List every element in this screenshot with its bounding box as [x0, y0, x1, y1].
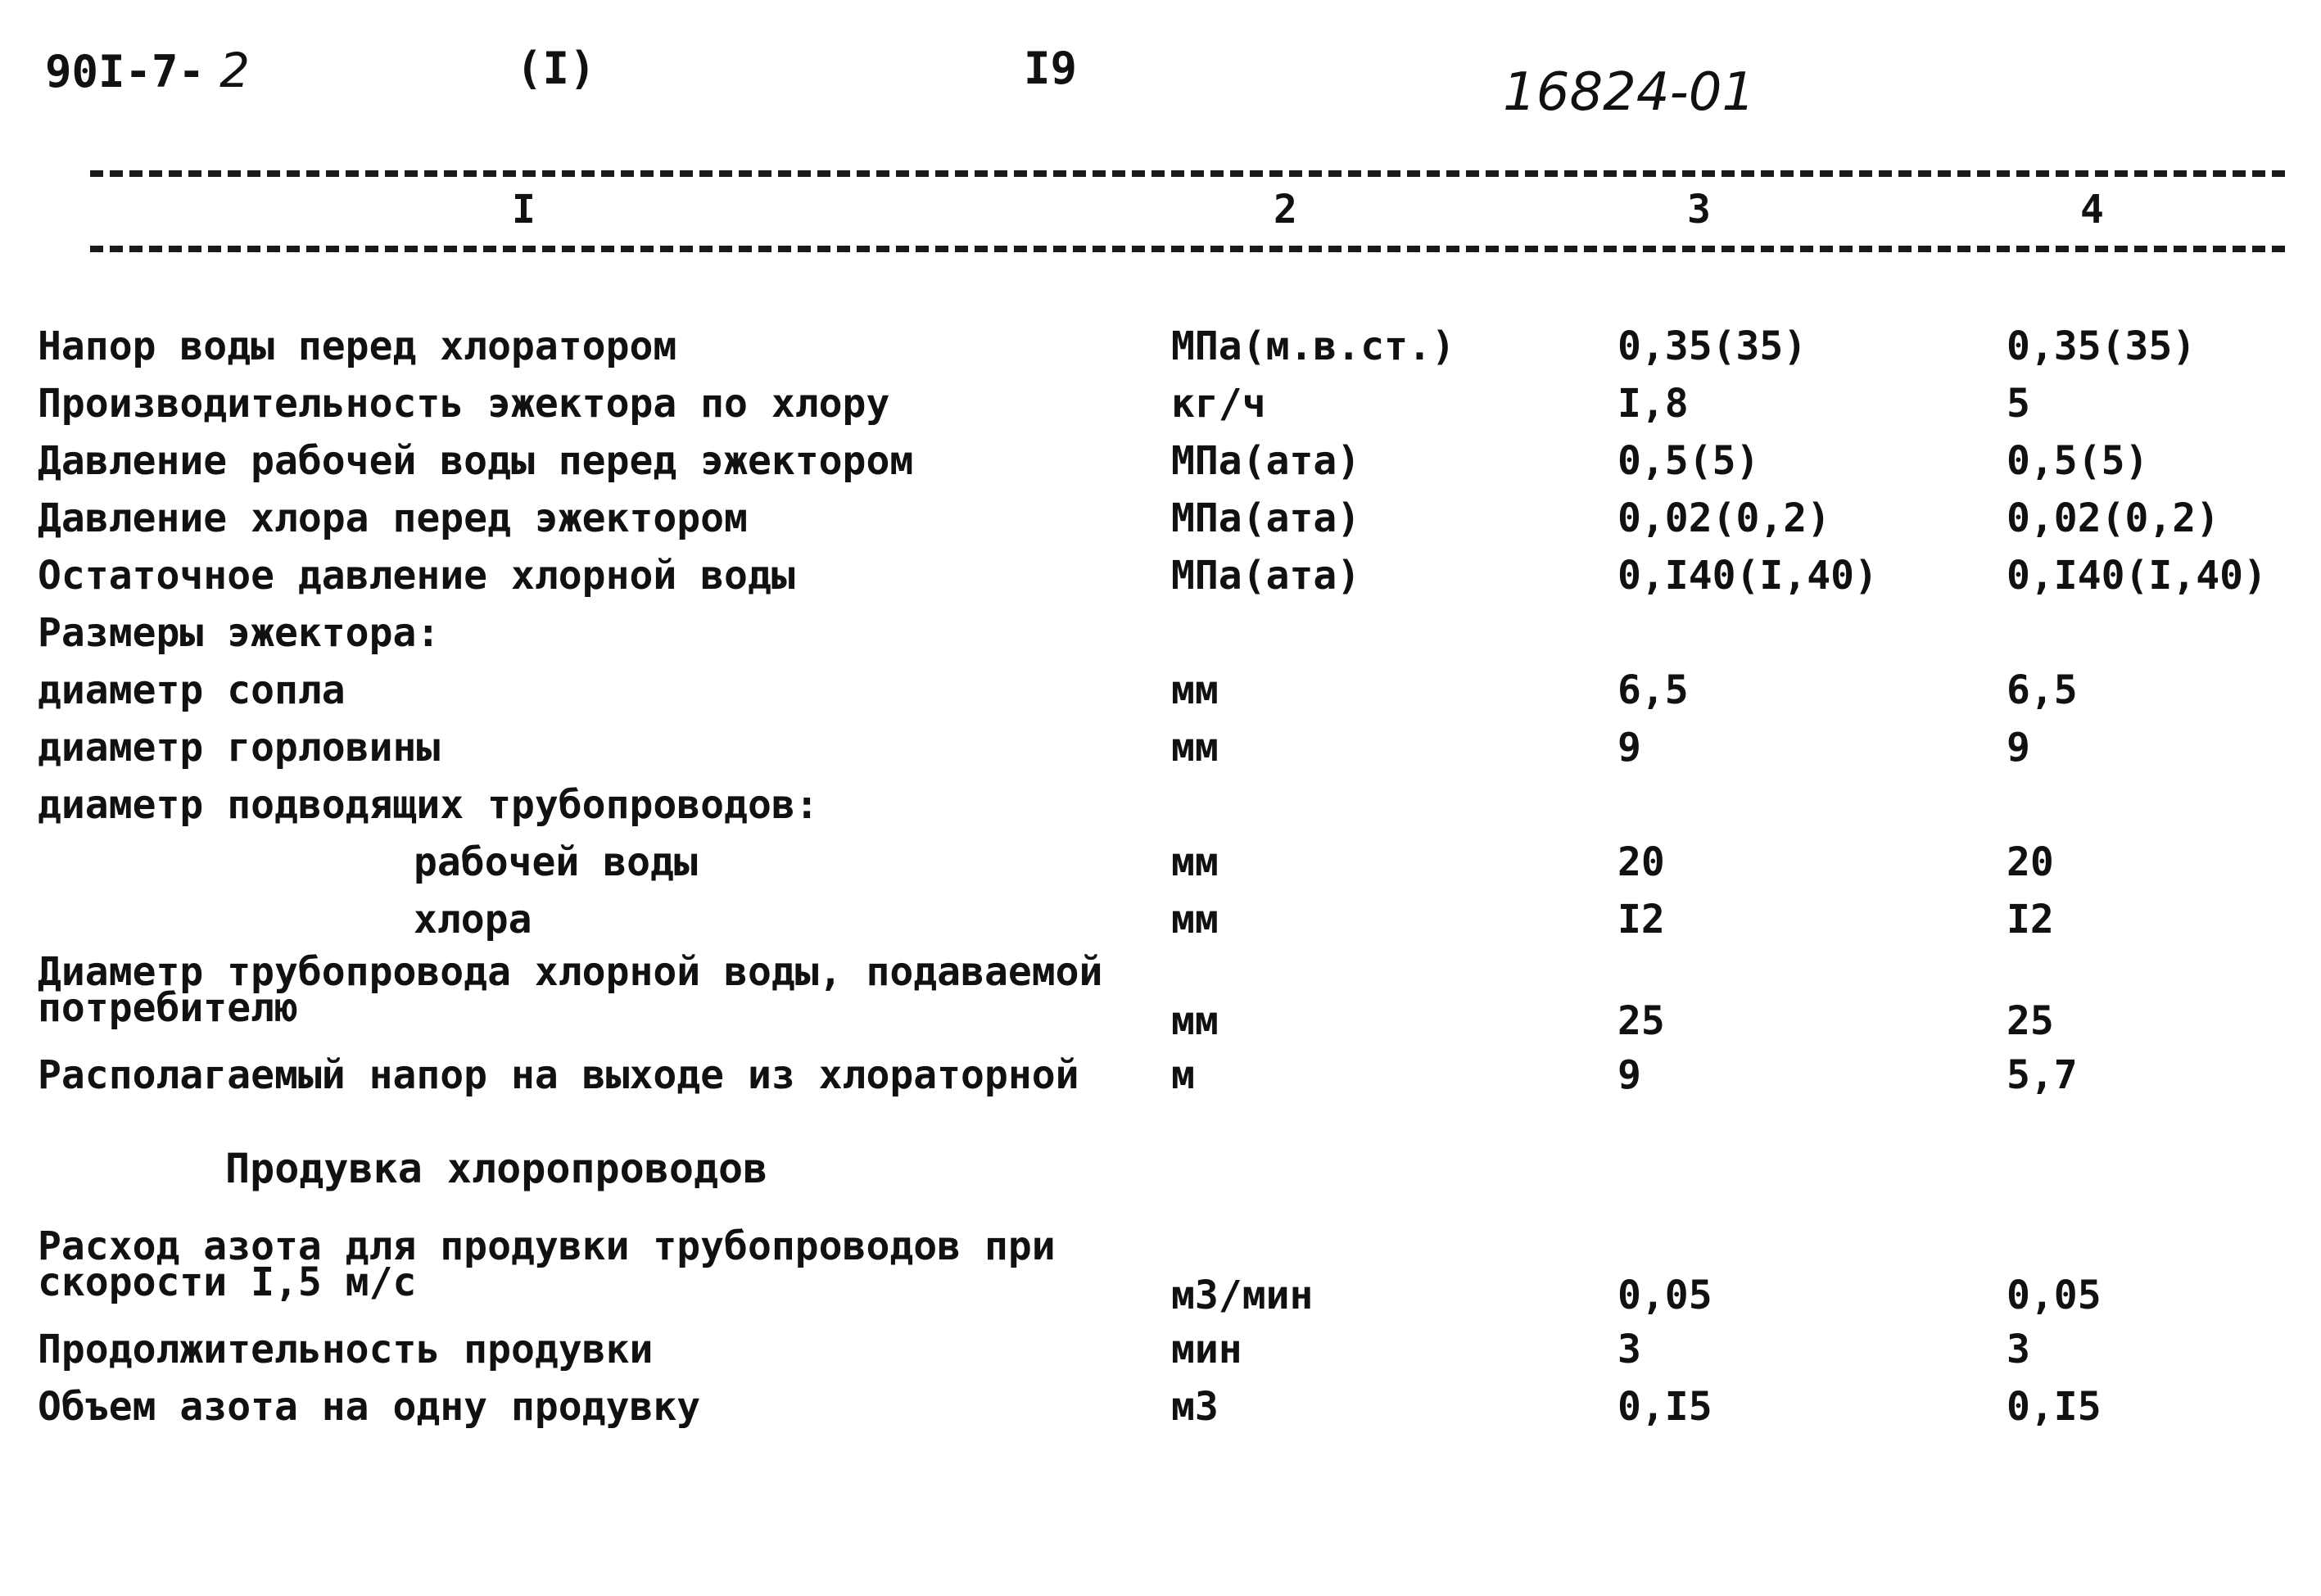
value-col4: 6,5 [2007, 667, 2078, 713]
value-col3: 20 [1617, 839, 1665, 885]
value-col3: 9 [1617, 725, 1641, 771]
table-row [0, 949, 2321, 1052]
table-row [0, 1052, 2321, 1110]
param-name: Продолжительность продувки [38, 1327, 654, 1372]
value-col3: 6,5 [1617, 667, 1689, 713]
param-name: Расход азота для продувки трубопроводов при скорости I,5 м/с [38, 1223, 1056, 1305]
value-col3: 0,5(5) [1617, 438, 1760, 484]
param-unit: МПа(м.в.ст.) [1171, 323, 1455, 369]
param-unit: МПа(ата) [1171, 495, 1361, 541]
value-col4: 0,I40(I,40) [2007, 553, 2267, 599]
document-number: 16824-01 [1503, 62, 1756, 123]
table-row [0, 839, 2321, 897]
value-col3: 0,02(0,2) [1617, 495, 1831, 541]
param-unit: МПа(ата) [1171, 553, 1361, 599]
table-row [0, 323, 2321, 381]
param-unit: мин [1171, 1327, 1242, 1372]
table-row [0, 1327, 2321, 1384]
param-name: хлора [414, 897, 532, 943]
value-col3: 0,I40(I,40) [1617, 553, 1878, 599]
table-row [0, 381, 2321, 438]
param-name: Объем азота на одну продувку [38, 1384, 701, 1430]
param-name: диаметр подводящих трубопроводов: [38, 782, 819, 828]
value-col3: 3 [1617, 1327, 1641, 1372]
param-name: Размеры эжектора: [38, 610, 441, 656]
param-name: Давление рабочей воды перед эжектором [38, 438, 914, 484]
param-unit: мм [1171, 667, 1219, 713]
series-code [45, 43, 250, 98]
param-name: Давление хлора перед эжектором [38, 495, 748, 541]
param-name: Диаметр трубопровода хлорной воды, подаваемой потребителю [38, 949, 1103, 1031]
value-col4: 0,5(5) [2007, 438, 2149, 484]
param-name: рабочей воды [414, 839, 698, 885]
doc-header [45, 43, 2256, 123]
series-code-handwritten: 2 [219, 43, 250, 98]
param-unit: кг/ч [1171, 381, 1266, 427]
value-col3: 9 [1617, 1052, 1641, 1098]
table-row [0, 1223, 2321, 1327]
value-col4: 0,35(35) [2007, 323, 2197, 369]
column-header-4: 4 [2080, 187, 2104, 233]
value-col3: 0,05 [1617, 1273, 1712, 1318]
value-col4: 0,05 [2007, 1273, 2102, 1318]
value-col4: 0,02(0,2) [2007, 495, 2220, 541]
table-row [0, 897, 2321, 954]
table-header-rule [90, 246, 2285, 260]
table-row [0, 438, 2321, 495]
table-row [0, 1384, 2321, 1441]
table-row [0, 495, 2321, 553]
table-row [0, 667, 2321, 725]
param-unit: м3 [1171, 1384, 1219, 1430]
column-header-3: 3 [1687, 187, 1711, 233]
param-unit: м [1171, 1052, 1195, 1098]
table-row [0, 610, 2321, 667]
table-top-rule [90, 170, 2285, 185]
table-row [0, 553, 2321, 610]
param-unit: МПа(ата) [1171, 438, 1361, 484]
param-unit: мм [1171, 725, 1219, 771]
value-col4: 0,I5 [2007, 1384, 2102, 1430]
value-col3: 0,I5 [1617, 1384, 1712, 1430]
value-col4: 5 [2007, 381, 2030, 427]
column-header-2: 2 [1274, 187, 1297, 233]
param-unit: мм [1171, 839, 1219, 885]
value-col3: I,8 [1617, 381, 1689, 427]
page-number: I9 [1024, 43, 1078, 94]
value-col4: 25 [2007, 998, 2054, 1044]
value-col4: 5,7 [2007, 1052, 2078, 1098]
param-name: Производительность эжектора по хлору [38, 381, 890, 427]
param-unit: мм [1171, 998, 1219, 1044]
value-col3: 0,35(35) [1617, 323, 1807, 369]
value-col3: I2 [1617, 897, 1665, 943]
param-name: Остаточное давление хлорной воды [38, 553, 795, 599]
param-name: диаметр горловины [38, 725, 441, 771]
value-col4: 3 [2007, 1327, 2030, 1372]
value-col4: 20 [2007, 839, 2054, 885]
section-title: Продувка хлоропроводов [225, 1145, 768, 1192]
series-code-printed: 90I-7- [45, 46, 206, 97]
param-unit: мм [1171, 897, 1219, 943]
value-col4: 9 [2007, 725, 2030, 771]
param-name: Напор воды перед хлоратором [38, 323, 677, 369]
part-number: (I) [516, 43, 596, 94]
table-row [0, 725, 2321, 782]
param-name: диаметр сопла [38, 667, 346, 713]
param-name: Располагаемый напор на выходе из хлораторной [38, 1052, 1079, 1098]
column-header-1: I [512, 187, 536, 233]
table-row [0, 782, 2321, 839]
param-unit: м3/мин [1171, 1273, 1314, 1318]
value-col4: I2 [2007, 897, 2054, 943]
value-col3: 25 [1617, 998, 1665, 1044]
